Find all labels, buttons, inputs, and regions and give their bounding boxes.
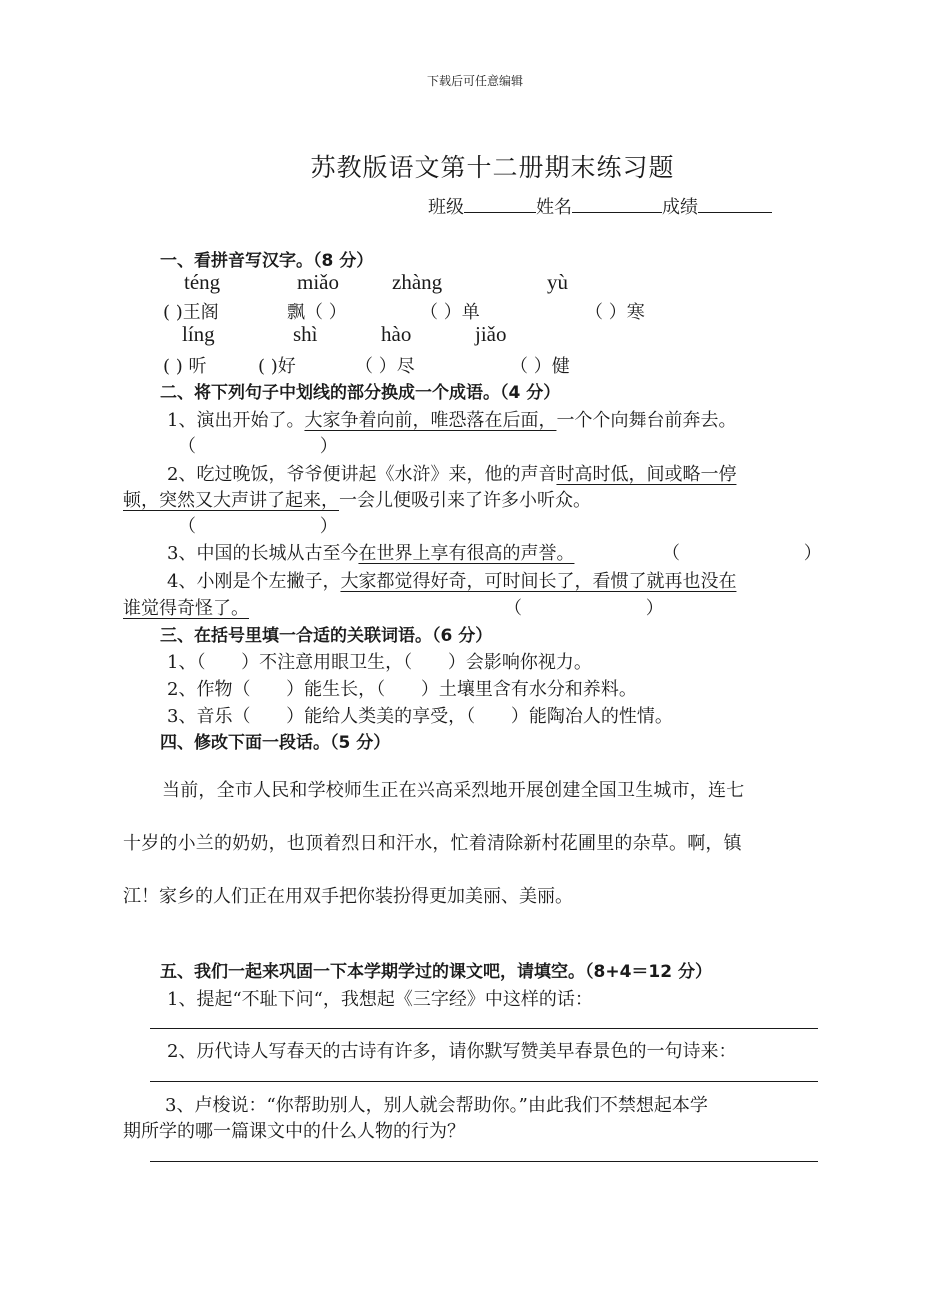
answer-blank[interactable]: （ ） [178,516,338,537]
question-2 [167,460,736,486]
section-2-heading: 二、将下列句子中划线的部分换成一个成语。（4 分） [160,383,561,403]
answer-line[interactable] [150,1028,818,1029]
underlined-text: 时高时低，间或略一停 [556,464,737,485]
question-2: 2、历代诗人写春天的古诗有许多，请你默写赞美早春景色的一句诗来： [167,1041,737,1062]
underlined-text: 大家都觉得好奇，可时间长了，看惯了就再也没在 [340,571,737,592]
section-3-heading: 三、在括号里填一合适的关联词语。（6 分） [160,626,493,646]
question-text: 1、演出开始了。 [167,410,305,431]
question-1[interactable]: 1、（ ）不注意用眼卫生，（ ）会影响你视力。 [167,652,592,673]
pinyin: miǎo [297,270,339,294]
answer-blank[interactable]: （ ）单 [420,302,480,323]
question-text: 一会儿便吸引来了许多小听众。 [339,490,591,511]
question-3[interactable]: 3、音乐（ ）能给人类美的享受，（ ）能陶冶人的性情。 [167,706,673,727]
pinyin: hào [381,322,412,346]
answer-blank[interactable]: （ ）寒 [585,302,645,323]
answer-line[interactable] [150,1161,818,1162]
paragraph-line: 当前，全市人民和学校师生正在兴高采烈地开展创建全国卫生城市，连七 [162,780,745,801]
section-4-heading: 四、修改下面一段话。（5 分） [160,733,391,753]
pinyin: shì [293,322,318,346]
answer-blank[interactable]: ( ) 听 [163,356,207,377]
answer-blank[interactable]: ( )好 [258,356,296,377]
score-field[interactable] [698,194,772,213]
name-field[interactable] [572,194,662,213]
underlined-text: 顿，突然又大声讲了起来， [123,490,339,511]
question-4 [167,567,736,593]
question-text: 4、小刚是个左撇子， [167,571,341,592]
page-title: 苏教版语文第十二册期末练习题 [310,153,675,182]
section-5-heading: 五、我们一起来巩固一下本学期学过的课文吧，请填空。（8+4＝12 分） [160,962,712,982]
underlined-text: 谁觉得奇怪了。 [123,598,249,619]
underlined-text: 大家争着向前，唯恐落在后面， [304,410,557,431]
question-2-cont [123,486,591,512]
question-text: 一个个向舞台前奔去。 [556,410,737,431]
name-label: 姓名 [536,197,572,218]
pinyin: yù [547,270,568,294]
answer-blank[interactable]: （ ）尽 [355,356,415,377]
question-3: 3、卢梭说：“你帮助别人，别人就会帮助你。”由此我们不禁想起本学 [165,1095,708,1116]
answer-blank[interactable]: ( )王阁 [163,302,219,323]
answer-blank[interactable]: （ ） [662,543,822,564]
pinyin: jiǎo [475,322,507,346]
pinyin: téng [184,270,221,294]
pinyin: zhàng [392,270,443,294]
paragraph-line: 江！家乡的人们正在用双手把你装扮得更加美丽、美丽。 [123,886,573,907]
question-3-cont: 期所学的哪一篇课文中的什么人物的行为？ [123,1121,465,1142]
paragraph-line: 十岁的小兰的奶奶，也顶着烈日和汗水，忙着清除新村花圃里的杂草。啊，镇 [123,833,742,854]
student-info [428,193,772,219]
class-label: 班级 [428,197,464,218]
answer-blank[interactable]: 飘（ ） [287,302,347,323]
header-note: 下载后可任意编辑 [426,74,523,88]
class-field[interactable] [464,194,536,213]
question-3 [167,539,574,565]
answer-blank[interactable]: （ ） [504,598,664,619]
answer-blank[interactable]: （ ） [178,436,338,457]
question-2[interactable]: 2、作物（ ）能生长，（ ）土壤里含有水分和养料。 [167,679,637,700]
question-text: 2、吃过晚饭，爷爷便讲起《水浒》来，他的声音 [167,464,557,485]
question-1 [167,406,736,432]
pinyin: líng [182,322,215,346]
question-text: 3、中国的长城从古至今 [167,543,359,564]
answer-blank[interactable]: （ ）健 [510,356,570,377]
score-label: 成绩 [662,197,698,218]
question-4-cont [123,594,249,620]
question-1: 1、提起“不耻下问“，我想起《三字经》中这样的话： [167,989,593,1010]
answer-line[interactable] [150,1081,818,1082]
section-1-heading: 一、看拼音写汉字。（8 分） [160,251,374,271]
underlined-text: 在世界上享有很高的声誉。 [358,543,575,564]
